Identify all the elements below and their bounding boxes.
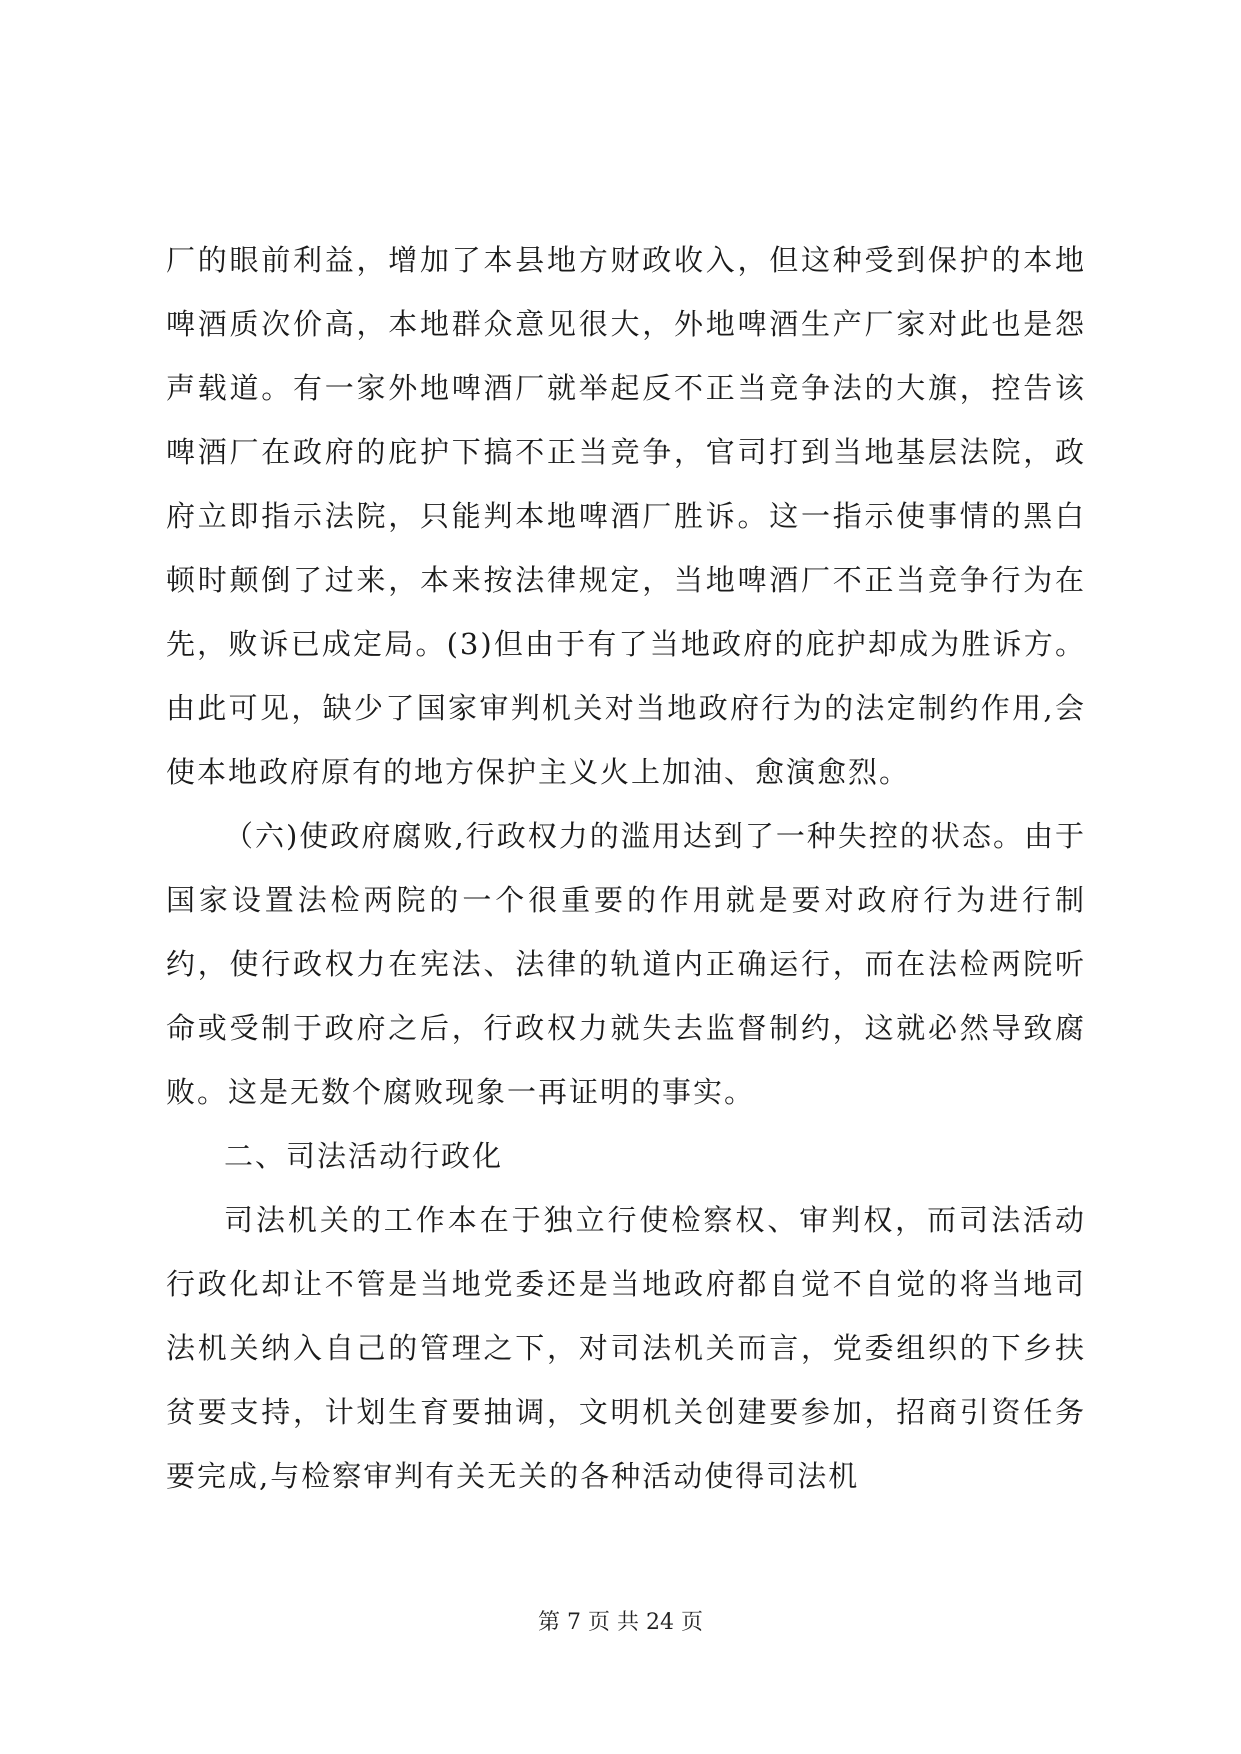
paragraph-section-six: （六)使政府腐败,行政权力的滥用达到了一种失控的状态。由于国家设置法检两院的一个很重要的作用就是要对政府行为进行制约，使行政权力在宪法、法律的轨道内正确运行，而在法检两院听命或受制于政府之后，行政权力就失去监督制约，这就必然导致腐败。这是无数个腐败现象一再证明的事实。: [166, 819, 1086, 1109]
paragraph-continuation: 厂的眼前利益，增加了本县地方财政收入，但这种受到保护的本地啤酒质次价高，本地群众意见很大，外地啤酒生产厂家对此也是怨声载道。有一家外地啤酒厂就举起反不正当竞争法的大旗，控告该啤酒厂在政府的庇护下搞不正当竞争，官司打到当地基层法院，政府立即指示法院，只能判本地啤酒厂胜诉。这一指示使事情的黑白顿时颠倒了过来，本来按法律规定，当地啤酒厂不正当竞争行为在先，败诉已成定局。(3)但由于有了当地政府的庇护却成为胜诉方。由此可见，缺少了国家审判机关对当地政府行为的法定制约作用,会使本地政府原有的地方保护主义火上加油、愈演愈烈。: [166, 243, 1086, 789]
paragraph-judicial-activities: 司法机关的工作本在于独立行使检察权、审判权，而司法活动行政化却让不管是当地党委还是当地政府都自觉不自觉的将当地司法机关纳入自己的管理之下，对司法机关而言，党委组织的下乡扶贫要支持，计划生育要抽调，文明机关创建要参加，招商引资任务要完成,与检察审判有关无关的各种活动使得司法机: [166, 1203, 1086, 1493]
page-number-footer: 第 7 页 共 24 页: [538, 1610, 703, 1635]
section-heading: 二、司法活动行政化: [224, 1139, 504, 1173]
document-body: [166, 228, 1086, 1508]
